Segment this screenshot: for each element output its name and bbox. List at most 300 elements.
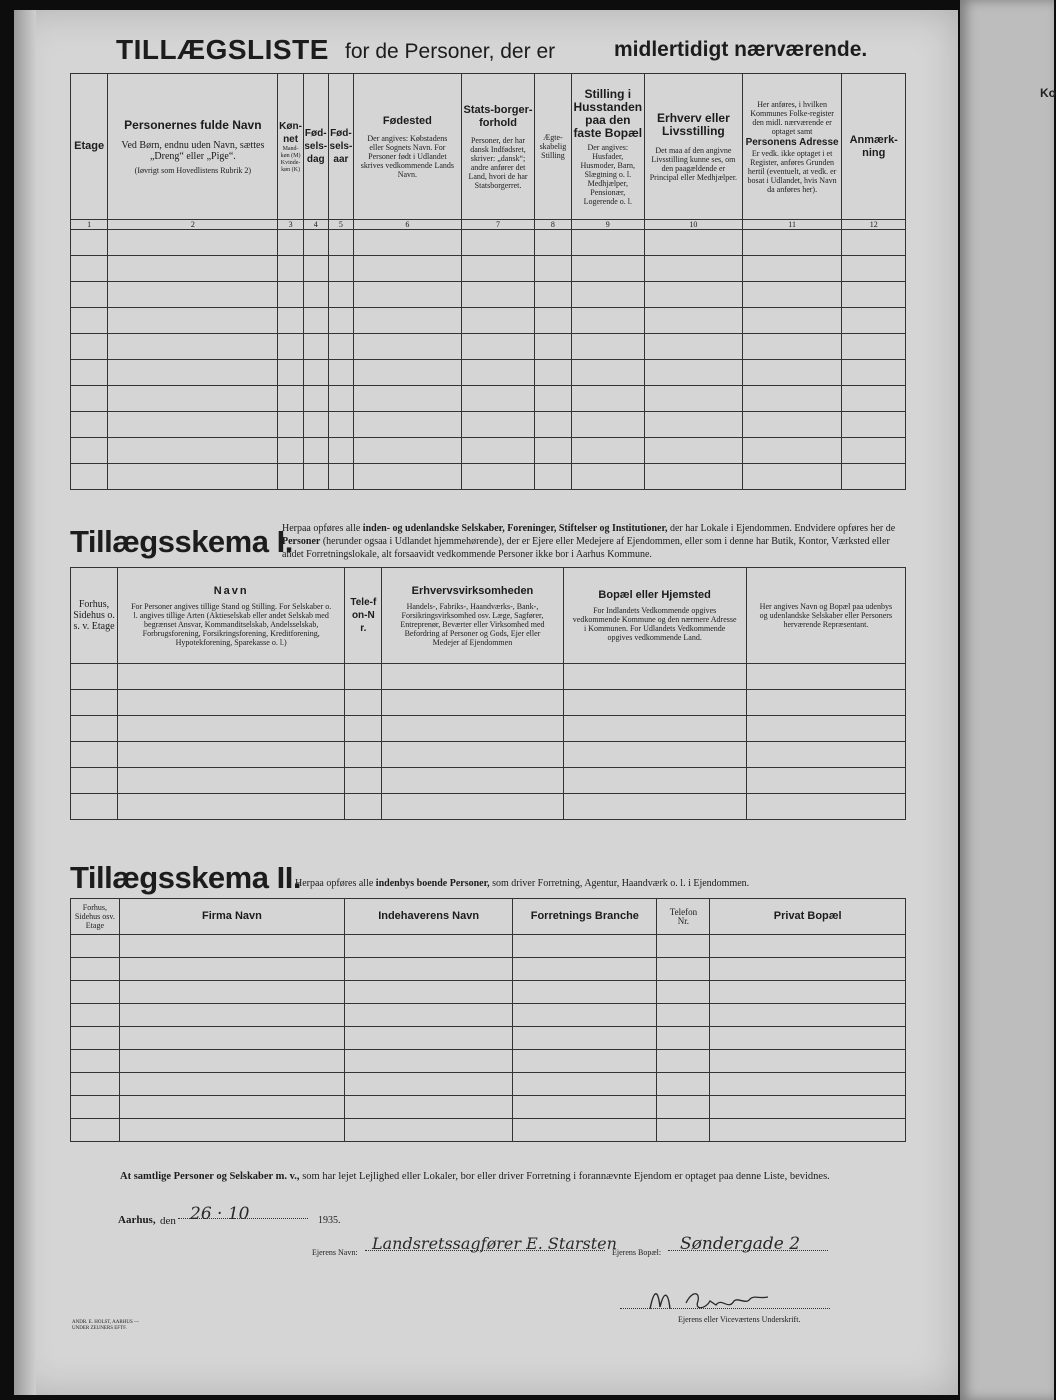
table-row bbox=[71, 794, 906, 820]
table-cell bbox=[657, 958, 710, 981]
col-label: Personernes fulde Navn bbox=[124, 117, 262, 132]
table-cell bbox=[842, 282, 906, 308]
table-cell bbox=[354, 334, 462, 360]
col-label: Telefon Nr. bbox=[669, 906, 698, 926]
table-cell bbox=[71, 412, 108, 438]
table-cell bbox=[118, 716, 345, 742]
table-cell bbox=[328, 256, 353, 282]
year: 1935. bbox=[318, 1215, 341, 1226]
table-cell bbox=[345, 981, 513, 1004]
col bbox=[118, 568, 345, 664]
table-cell bbox=[354, 386, 462, 412]
col-note: Er vedk. ikke optaget i et Register, anføres Grunden hertil (eventuelt, at vedk. er bosat i Udlandet, hvis Navn da anføres her). bbox=[747, 148, 837, 194]
table-cell bbox=[742, 360, 842, 386]
table-cell bbox=[71, 1073, 120, 1096]
owner-name-handwritten: Landsretssagfører E. Starsten bbox=[372, 1234, 617, 1253]
col-note: Ved Børn, endnu uden Navn, sættes „Dreng“ eller „Pige“. bbox=[121, 139, 265, 162]
table-cell bbox=[513, 935, 657, 958]
table-cell bbox=[710, 1073, 906, 1096]
table-cell bbox=[535, 282, 571, 308]
table-cell bbox=[328, 464, 353, 490]
text: Endvidere opføres her de bbox=[794, 523, 896, 534]
table-cell bbox=[354, 308, 462, 334]
date-handwritten: 26 · 10 bbox=[190, 1204, 250, 1224]
skema2-title: Tillægsskema II. bbox=[70, 860, 301, 895]
table-cell bbox=[328, 230, 353, 256]
table-cell bbox=[657, 1004, 710, 1027]
col-foedested bbox=[354, 74, 462, 220]
table-row bbox=[71, 742, 906, 768]
col-label: Tele-fon-Nr. bbox=[350, 597, 377, 634]
table-cell bbox=[354, 256, 462, 282]
table-row bbox=[71, 1096, 906, 1119]
skema1-header bbox=[71, 568, 906, 664]
col-number: 1 bbox=[71, 220, 108, 230]
col-label: Forhus, Sidehus o. s. v. Etage bbox=[73, 599, 115, 632]
table-cell bbox=[303, 412, 328, 438]
text: som driver Forretning, Agentur, Haandværk o. l. i Ejendommen. bbox=[492, 878, 750, 889]
col-label: Fød-sels-dag bbox=[304, 128, 328, 165]
table-cell bbox=[645, 256, 743, 282]
table-row bbox=[71, 716, 906, 742]
table-cell bbox=[303, 334, 328, 360]
table-cell bbox=[345, 742, 382, 768]
table-cell bbox=[278, 230, 303, 256]
table-cell bbox=[71, 1119, 120, 1142]
col-label: Erhverv eller Livsstilling bbox=[657, 110, 730, 138]
table-cell bbox=[71, 1004, 120, 1027]
table-cell bbox=[345, 935, 513, 958]
table-cell bbox=[645, 412, 743, 438]
table-cell bbox=[513, 1004, 657, 1027]
col-navn bbox=[108, 74, 278, 220]
table-row bbox=[71, 308, 906, 334]
table-cell bbox=[571, 412, 645, 438]
text: At samtlige Personer og Selskaber m. v., bbox=[120, 1171, 300, 1182]
table-cell bbox=[571, 438, 645, 464]
table-cell bbox=[118, 794, 345, 820]
col-number: 6 bbox=[354, 220, 462, 230]
col-note: Det maa af den angivne Livsstilling kunne ses, om den paagældende er Principal eller Medhjælper. bbox=[649, 145, 738, 182]
table-cell bbox=[710, 1004, 906, 1027]
col-number: 3 bbox=[278, 220, 303, 230]
col bbox=[657, 899, 710, 935]
col-number: 8 bbox=[535, 220, 571, 230]
table-cell bbox=[118, 742, 345, 768]
table-cell bbox=[303, 282, 328, 308]
table-cell bbox=[535, 230, 571, 256]
table-cell bbox=[345, 794, 382, 820]
table-cell bbox=[354, 230, 462, 256]
table-cell bbox=[71, 716, 118, 742]
table-cell bbox=[461, 230, 535, 256]
table-cell bbox=[657, 1119, 710, 1142]
table-cell bbox=[645, 334, 743, 360]
table-cell bbox=[108, 256, 278, 282]
table-cell bbox=[328, 334, 353, 360]
table-cell bbox=[71, 794, 118, 820]
table-cell bbox=[345, 958, 513, 981]
table-cell bbox=[71, 690, 118, 716]
table-cell bbox=[71, 386, 108, 412]
table-cell bbox=[345, 1119, 513, 1142]
col-note: (Iøvrigt som Hovedlistens Rubrik 2) bbox=[134, 165, 252, 175]
table-cell bbox=[535, 438, 571, 464]
table-cell bbox=[563, 742, 746, 768]
table-cell bbox=[118, 768, 345, 794]
table-cell bbox=[119, 1050, 344, 1073]
table-row bbox=[71, 386, 906, 412]
skema2-body bbox=[71, 935, 906, 1142]
table-cell bbox=[461, 256, 535, 282]
col bbox=[119, 899, 344, 935]
table-cell bbox=[645, 230, 743, 256]
place-label: Aarhus, bbox=[118, 1214, 156, 1226]
table-cell bbox=[742, 308, 842, 334]
table-cell bbox=[382, 768, 563, 794]
skema2-table bbox=[70, 898, 906, 1142]
table-cell bbox=[535, 308, 571, 334]
table-cell bbox=[354, 438, 462, 464]
table-cell bbox=[345, 1050, 513, 1073]
table-cell bbox=[710, 1119, 906, 1142]
col bbox=[382, 568, 563, 664]
table-cell bbox=[461, 464, 535, 490]
table-cell bbox=[345, 1004, 513, 1027]
table-cell bbox=[119, 1004, 344, 1027]
table-cell bbox=[345, 1027, 513, 1050]
table-cell bbox=[108, 360, 278, 386]
col-number: 12 bbox=[842, 220, 906, 230]
skema1-table bbox=[70, 567, 906, 820]
table-cell bbox=[571, 386, 645, 412]
table-cell bbox=[108, 282, 278, 308]
table-cell bbox=[71, 230, 108, 256]
table-cell bbox=[108, 308, 278, 334]
col-stilling bbox=[571, 74, 645, 220]
table-cell bbox=[657, 1027, 710, 1050]
text: i denne har Butik, Kontor, Værksted eller andet Forretningslokale, alt forsaavidt vedkommende Personer ikke bor i Aarhus Kommune. bbox=[282, 536, 890, 560]
table-cell bbox=[278, 386, 303, 412]
form-subtitle-bold: midlertidigt nærværende. bbox=[614, 38, 868, 61]
owner-name-label: Ejerens Navn: bbox=[312, 1248, 358, 1257]
main-table bbox=[70, 73, 906, 490]
col bbox=[71, 899, 120, 935]
table-cell bbox=[746, 690, 905, 716]
col-aegteskab bbox=[535, 74, 571, 220]
table-cell bbox=[108, 230, 278, 256]
table-cell bbox=[278, 334, 303, 360]
col-label: Etage bbox=[74, 140, 105, 152]
col bbox=[71, 568, 118, 664]
form-subtitle: for de Personer, der er bbox=[345, 40, 556, 63]
col bbox=[345, 899, 513, 935]
table-cell bbox=[303, 230, 328, 256]
table-cell bbox=[535, 256, 571, 282]
col-label: Bopæl eller Hjemsted bbox=[598, 589, 711, 601]
table-cell bbox=[571, 256, 645, 282]
table-cell bbox=[513, 1096, 657, 1119]
table-cell bbox=[382, 716, 563, 742]
table-cell bbox=[461, 334, 535, 360]
table-cell bbox=[71, 664, 118, 690]
col-label: Stilling i Husstanden paa den faste Bopæl bbox=[573, 86, 643, 140]
attestation-statement bbox=[120, 1170, 906, 1183]
col-adresse bbox=[742, 74, 842, 220]
text: indenbys boende Personer, bbox=[375, 878, 490, 889]
table-cell bbox=[513, 1073, 657, 1096]
col-note: Personer, der har dansk Indfødsret, skriver: „dansk“; andre anfører det Land, hvori de har Statsborgerret. bbox=[468, 135, 528, 190]
table-cell bbox=[742, 256, 842, 282]
table-cell bbox=[513, 1119, 657, 1142]
table-cell bbox=[842, 308, 906, 334]
table-cell bbox=[645, 464, 743, 490]
table-cell bbox=[535, 334, 571, 360]
table-cell bbox=[71, 1096, 120, 1119]
skema1-title: Tillægsskema I. bbox=[70, 524, 293, 559]
table-cell bbox=[119, 1096, 344, 1119]
skema2-description bbox=[295, 877, 905, 890]
table-cell bbox=[354, 360, 462, 386]
table-cell bbox=[303, 386, 328, 412]
table-cell bbox=[842, 438, 906, 464]
table-cell bbox=[71, 768, 118, 794]
table-cell bbox=[328, 386, 353, 412]
table-cell bbox=[278, 256, 303, 282]
table-cell bbox=[71, 1050, 120, 1073]
col-koen bbox=[278, 74, 303, 220]
table-cell bbox=[742, 230, 842, 256]
table-row bbox=[71, 1004, 906, 1027]
table-cell bbox=[108, 464, 278, 490]
text: Herpaa opføres alle bbox=[295, 878, 374, 889]
table-cell bbox=[461, 282, 535, 308]
table-row bbox=[71, 230, 906, 256]
table-cell bbox=[119, 981, 344, 1004]
signature-line bbox=[620, 1308, 830, 1309]
table-cell bbox=[354, 412, 462, 438]
table-cell bbox=[563, 690, 746, 716]
table-cell bbox=[303, 256, 328, 282]
table-cell bbox=[710, 1096, 906, 1119]
table-row bbox=[71, 412, 906, 438]
table-cell bbox=[71, 935, 120, 958]
col-label: Firma Navn bbox=[201, 910, 262, 922]
table-cell bbox=[461, 438, 535, 464]
table-cell bbox=[535, 464, 571, 490]
table-row bbox=[71, 438, 906, 464]
col-statsborger bbox=[461, 74, 535, 220]
skema2-header bbox=[71, 899, 906, 935]
col-note: Mand-køn (M) Kvinde-køn (K) bbox=[280, 145, 301, 173]
table-cell bbox=[278, 360, 303, 386]
col-label: Indehaverens Navn bbox=[378, 910, 480, 922]
text: som har lejet Lejlighed eller Lokaler, bor eller driver Forretning i forannævnte Ejendom er optaget paa denne Liste, bevidnes. bbox=[302, 1171, 830, 1182]
table-cell bbox=[354, 282, 462, 308]
column-numbers bbox=[71, 220, 906, 230]
table-cell bbox=[108, 386, 278, 412]
table-cell bbox=[108, 334, 278, 360]
col-label: Forhus, Sidehus osv. Etage bbox=[74, 903, 115, 930]
den-label: den bbox=[160, 1215, 176, 1227]
table-cell bbox=[657, 935, 710, 958]
table-cell bbox=[742, 464, 842, 490]
col-label: Privat Bopæl bbox=[773, 910, 842, 922]
text: inden- og udenlandske Selskaber, Foreninger, Stiftelser og Institutioner, bbox=[362, 523, 668, 534]
table-cell bbox=[645, 360, 743, 386]
col-note: Handels-, Fabriks-, Haandværks-, Bank-, Forsikringsvirksomhed osv. Læge, Sagfører, Entreprenør, Beværter eller Virksomhed med Befordring af Personer og Gods, Ejer eller Medejer af Ejendommen bbox=[400, 601, 545, 647]
owner-address-handwritten: Søndergade 2 bbox=[680, 1234, 801, 1254]
table-row bbox=[71, 664, 906, 690]
table-cell bbox=[71, 1027, 120, 1050]
table-cell bbox=[119, 1119, 344, 1142]
col-number: 5 bbox=[328, 220, 353, 230]
col-label: Ægte-skabelig Stilling bbox=[539, 133, 567, 160]
col-number: 7 bbox=[461, 220, 535, 230]
table-cell bbox=[345, 768, 382, 794]
table-cell bbox=[535, 360, 571, 386]
col-note: For Indlandets Vedkommende opgives vedkommende Kommune og den nærmere Adresse i Kommunen. For Udlandets Vedkommende opgives vedkommende Land. bbox=[572, 606, 737, 642]
table-cell bbox=[842, 464, 906, 490]
table-cell bbox=[461, 308, 535, 334]
table-row bbox=[71, 768, 906, 794]
col-label: Køn-net bbox=[279, 120, 302, 145]
table-cell bbox=[71, 334, 108, 360]
table-cell bbox=[71, 742, 118, 768]
table-cell bbox=[345, 690, 382, 716]
table-cell bbox=[278, 438, 303, 464]
table-cell bbox=[278, 464, 303, 490]
table-cell bbox=[563, 716, 746, 742]
col-number: 9 bbox=[571, 220, 645, 230]
table-cell bbox=[571, 282, 645, 308]
table-cell bbox=[645, 308, 743, 334]
text: (herunder ogsaa i Udlandet hjemmehørende), der er Ejere eller Medejere af Ejendommen, eller som bbox=[322, 536, 722, 547]
main-table-header bbox=[71, 74, 906, 220]
table-row bbox=[71, 360, 906, 386]
table-cell bbox=[571, 334, 645, 360]
table-cell bbox=[461, 386, 535, 412]
table-cell bbox=[710, 981, 906, 1004]
table-row bbox=[71, 1119, 906, 1142]
table-cell bbox=[657, 1073, 710, 1096]
col bbox=[345, 568, 382, 664]
table-cell bbox=[71, 464, 108, 490]
col-anmaerkning bbox=[842, 74, 906, 220]
table-cell bbox=[571, 464, 645, 490]
main-table-body bbox=[71, 230, 906, 490]
table-cell bbox=[345, 716, 382, 742]
table-cell bbox=[746, 742, 905, 768]
col-number: 2 bbox=[108, 220, 278, 230]
col-number: 10 bbox=[645, 220, 743, 230]
table-row bbox=[71, 1027, 906, 1050]
col bbox=[563, 568, 746, 664]
table-cell bbox=[710, 1050, 906, 1073]
table-cell bbox=[71, 981, 120, 1004]
table-cell bbox=[842, 360, 906, 386]
table-cell bbox=[382, 664, 563, 690]
table-cell bbox=[842, 412, 906, 438]
table-cell bbox=[345, 1096, 513, 1119]
signature-handwritten bbox=[640, 1283, 780, 1315]
table-cell bbox=[535, 386, 571, 412]
table-cell bbox=[513, 1027, 657, 1050]
table-cell bbox=[657, 1050, 710, 1073]
skema1-body bbox=[71, 664, 906, 820]
table-cell bbox=[461, 360, 535, 386]
table-cell bbox=[746, 768, 905, 794]
table-cell bbox=[742, 282, 842, 308]
table-row bbox=[71, 690, 906, 716]
table-row bbox=[71, 464, 906, 490]
table-cell bbox=[563, 664, 746, 690]
col-erhverv bbox=[645, 74, 743, 220]
table-cell bbox=[513, 1050, 657, 1073]
table-cell bbox=[742, 412, 842, 438]
table-cell bbox=[842, 386, 906, 412]
table-cell bbox=[657, 1096, 710, 1119]
table-cell bbox=[354, 464, 462, 490]
table-cell bbox=[645, 386, 743, 412]
table-cell bbox=[461, 412, 535, 438]
table-cell bbox=[571, 308, 645, 334]
text: der har Lokale i Ejendommen. bbox=[669, 523, 792, 534]
table-row bbox=[71, 282, 906, 308]
table-cell bbox=[513, 981, 657, 1004]
col-label: Stats-borger-forhold bbox=[463, 103, 533, 129]
table-cell bbox=[278, 282, 303, 308]
printer-imprint: ANDR. E. HOLST, AARHUS — UNDER ZEUNERS EFTF. bbox=[72, 1320, 139, 1331]
table-cell bbox=[842, 230, 906, 256]
table-cell bbox=[382, 794, 563, 820]
owner-address-label: Ejerens Bopæl: bbox=[612, 1248, 662, 1257]
table-cell bbox=[119, 935, 344, 958]
table-cell bbox=[746, 716, 905, 742]
text: Personer bbox=[282, 536, 321, 547]
table-row bbox=[71, 256, 906, 282]
table-cell bbox=[71, 308, 108, 334]
table-cell bbox=[119, 1073, 344, 1096]
table-cell bbox=[119, 958, 344, 981]
skema1-description bbox=[282, 522, 908, 561]
adjacent-page bbox=[960, 0, 1054, 1400]
table-cell bbox=[71, 438, 108, 464]
table-cell bbox=[71, 282, 108, 308]
table-row bbox=[71, 935, 906, 958]
col-etage bbox=[71, 74, 108, 220]
table-cell bbox=[345, 1073, 513, 1096]
table-cell bbox=[657, 981, 710, 1004]
table-cell bbox=[563, 794, 746, 820]
table-cell bbox=[328, 360, 353, 386]
table-cell bbox=[119, 1027, 344, 1050]
table-cell bbox=[118, 664, 345, 690]
table-cell bbox=[303, 360, 328, 386]
col bbox=[513, 899, 657, 935]
table-cell bbox=[571, 360, 645, 386]
col-label: Personens Adresse bbox=[745, 136, 839, 148]
adjacent-page-text: Ko bbox=[1040, 86, 1056, 100]
table-cell bbox=[108, 412, 278, 438]
table-cell bbox=[303, 438, 328, 464]
col-label: Fødested bbox=[382, 114, 432, 127]
table-cell bbox=[71, 958, 120, 981]
signature-label: Ejerens eller Viceværtens Underskrift. bbox=[678, 1315, 801, 1324]
col-number: 4 bbox=[303, 220, 328, 230]
table-cell bbox=[71, 256, 108, 282]
table-cell bbox=[303, 308, 328, 334]
